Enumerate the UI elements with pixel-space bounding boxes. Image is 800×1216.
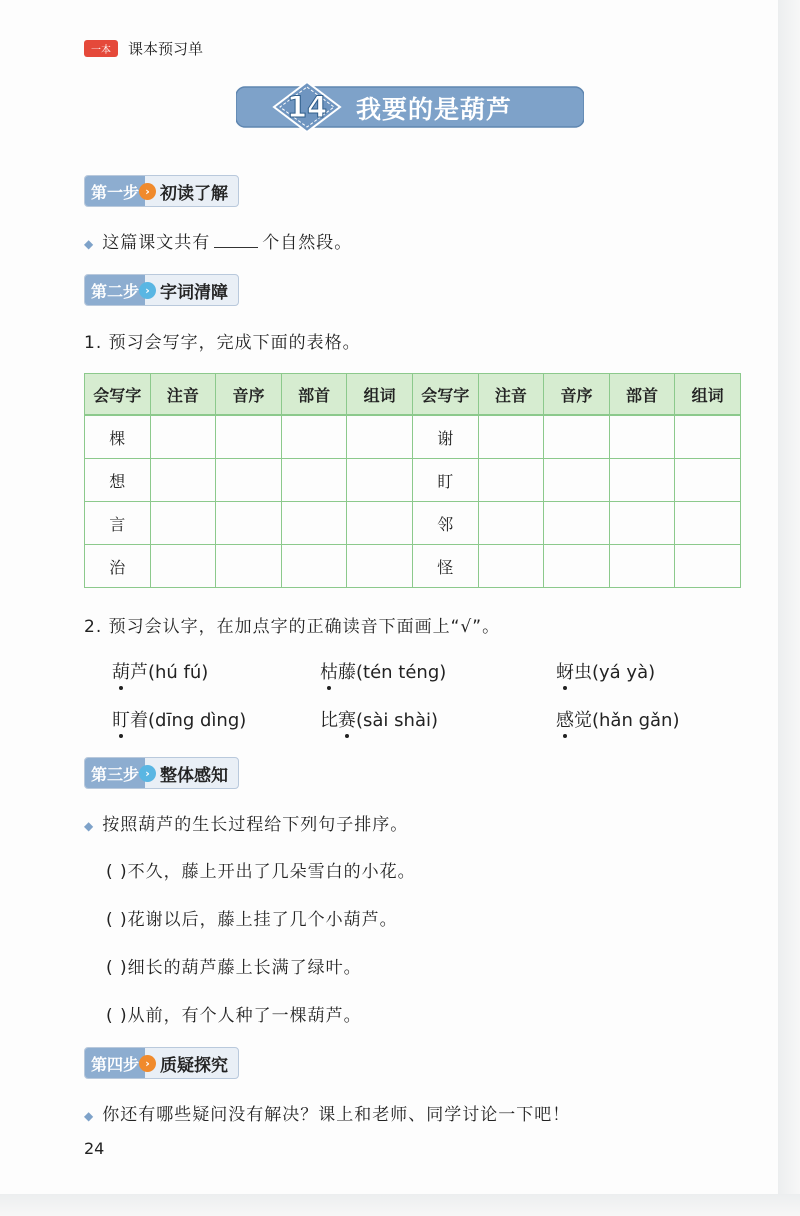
step-2-label: 第二步 — [85, 275, 145, 305]
pinyin-item — [112, 658, 208, 684]
table-header: 会写字 — [412, 374, 478, 416]
table-cell-blank[interactable] — [281, 502, 347, 545]
table-cell-blank[interactable] — [150, 545, 216, 588]
step-1-question — [84, 228, 352, 253]
step-2-title: 字词清障 — [160, 282, 229, 303]
table-cell-char: 怪 — [412, 545, 478, 588]
table-cell-char: 治 — [85, 545, 151, 588]
table-header: 部首 — [609, 374, 675, 416]
page-header — [84, 38, 203, 59]
table-header: 部首 — [281, 374, 347, 416]
table-cell-blank[interactable] — [609, 545, 675, 588]
dotted-char: 葫 — [112, 658, 130, 684]
step-3-label: 第三步 — [85, 758, 145, 788]
table-cell-blank[interactable] — [347, 502, 413, 545]
table-header: 注音 — [478, 374, 544, 416]
dotted-char: 感 — [556, 706, 574, 732]
table-cell-blank[interactable] — [347, 545, 413, 588]
table-cell-blank[interactable] — [544, 415, 610, 459]
table-header: 组词 — [347, 374, 413, 416]
table-header: 音序 — [544, 374, 610, 416]
page-edge-right — [778, 0, 800, 1216]
step-4-title: 质疑探究 — [160, 1055, 229, 1076]
table-cell-blank[interactable] — [478, 459, 544, 502]
table-cell-blank[interactable] — [281, 415, 347, 459]
step-4-heading — [84, 1047, 239, 1079]
table-header: 音序 — [216, 374, 282, 416]
step-3-heading — [84, 757, 239, 789]
pinyin-options[interactable]: (hǎn gǎn) — [592, 710, 680, 731]
table-cell-char: 棵 — [85, 415, 151, 459]
table-cell-char: 盯 — [412, 459, 478, 502]
step-3-instruction — [84, 810, 408, 835]
item-char: 觉 — [574, 710, 592, 731]
table-cell-blank[interactable] — [675, 545, 741, 588]
table-cell-char: 言 — [85, 502, 151, 545]
diamond-bullet-icon: ◆ — [84, 819, 95, 833]
step-4-question — [84, 1100, 570, 1125]
table-cell-blank[interactable] — [281, 545, 347, 588]
question-text: 你还有哪些疑问没有解决？课上和老师、同学讨论一下吧！ — [102, 1105, 571, 1125]
step-4-label: 第四步 — [85, 1048, 145, 1078]
pinyin-options[interactable]: (tén téng) — [356, 662, 447, 683]
table-cell-blank[interactable] — [150, 502, 216, 545]
table-cell-char: 邻 — [412, 502, 478, 545]
table-cell-blank[interactable] — [216, 415, 282, 459]
lesson-number: 14 — [286, 90, 328, 124]
table-cell-blank[interactable] — [216, 502, 282, 545]
chevron-right-icon: › — [139, 282, 156, 299]
item-char: 虫 — [574, 662, 592, 683]
table-cell-blank[interactable] — [150, 459, 216, 502]
pinyin-item — [320, 658, 446, 684]
table-cell-blank[interactable] — [675, 415, 741, 459]
step-2-heading — [84, 274, 239, 306]
item-char: 芦 — [130, 662, 148, 683]
pinyin-item — [556, 658, 655, 684]
dotted-char: 枯 — [320, 658, 338, 684]
table-row — [85, 545, 741, 588]
table-cell-char: 想 — [85, 459, 151, 502]
character-table — [84, 373, 741, 588]
diamond-bullet-icon: ◆ — [84, 237, 95, 251]
table-header: 组词 — [675, 374, 741, 416]
pinyin-options[interactable]: (hú fú) — [148, 662, 209, 683]
chevron-right-icon: › — [139, 765, 156, 782]
pinyin-options[interactable]: (dīng dìng) — [148, 710, 247, 731]
table-row — [85, 415, 741, 459]
table-row — [85, 502, 741, 545]
table-cell-blank[interactable] — [281, 459, 347, 502]
table-cell-blank[interactable] — [347, 459, 413, 502]
order-sentence[interactable]: ( )细长的葫芦藤上长满了绿叶。 — [106, 958, 362, 978]
question-text-after: 个自然段。 — [262, 233, 353, 253]
item-char: 着 — [130, 710, 148, 731]
question-text-before: 这篇课文共有 — [102, 233, 211, 253]
dotted-char: 蚜 — [556, 658, 574, 684]
dotted-char: 盯 — [112, 706, 130, 732]
pinyin-item — [320, 706, 438, 732]
brand-logo: 一本 — [84, 40, 118, 57]
table-cell-blank[interactable] — [150, 415, 216, 459]
page-number: 24 — [84, 1139, 105, 1158]
question-1: 1. 预习会写字，完成下面的表格。 — [84, 333, 361, 353]
item-char: 藤 — [338, 662, 356, 683]
table-cell-blank[interactable] — [609, 415, 675, 459]
table-cell-blank[interactable] — [478, 502, 544, 545]
table-cell-blank[interactable] — [675, 502, 741, 545]
step-3-title: 整体感知 — [160, 765, 229, 786]
table-cell-blank[interactable] — [544, 459, 610, 502]
table-cell-blank[interactable] — [544, 502, 610, 545]
pinyin-item — [112, 706, 246, 732]
order-sentence[interactable]: ( )花谢以后，藤上挂了几个小葫芦。 — [106, 910, 398, 930]
item-char: 比 — [320, 710, 338, 731]
order-sentence[interactable]: ( )从前，有个人种了一棵葫芦。 — [106, 1006, 362, 1026]
section-label: 课本预习单 — [128, 40, 204, 58]
table-cell-blank[interactable] — [216, 545, 282, 588]
pinyin-item — [556, 706, 679, 732]
table-row — [85, 459, 741, 502]
table-cell-blank[interactable] — [478, 545, 544, 588]
step-1-label: 第一步 — [85, 176, 145, 206]
table-cell-char: 谢 — [412, 415, 478, 459]
table-cell-blank[interactable] — [478, 415, 544, 459]
table-header: 会写字 — [85, 374, 151, 416]
order-sentence[interactable]: ( )不久，藤上开出了几朵雪白的小花。 — [106, 862, 416, 882]
lesson-title: 我要的是葫芦 — [356, 95, 513, 124]
answer-blank[interactable] — [214, 233, 258, 248]
table-cell-blank[interactable] — [609, 459, 675, 502]
diamond-bullet-icon: ◆ — [84, 1109, 95, 1123]
step-1-heading — [84, 175, 239, 207]
table-cell-blank[interactable] — [347, 415, 413, 459]
table-cell-blank[interactable] — [544, 545, 610, 588]
question-2: 2. 预习会认字，在加点字的正确读音下面画上“√”。 — [84, 617, 501, 637]
table-cell-blank[interactable] — [216, 459, 282, 502]
lesson-title-banner — [236, 82, 584, 132]
chevron-right-icon: › — [139, 183, 156, 200]
table-cell-blank[interactable] — [675, 459, 741, 502]
table-header-row — [85, 374, 741, 416]
pinyin-options[interactable]: (yá yà) — [592, 662, 656, 683]
table-cell-blank[interactable] — [609, 502, 675, 545]
instruction-text: 按照葫芦的生长过程给下列句子排序。 — [102, 815, 409, 835]
table-header: 注音 — [150, 374, 216, 416]
step-1-title: 初读了解 — [160, 183, 229, 204]
dotted-char: 赛 — [338, 706, 356, 732]
pinyin-options[interactable]: (sài shài) — [356, 710, 438, 731]
page-edge-bottom — [0, 1194, 800, 1216]
chevron-right-icon: › — [139, 1055, 156, 1072]
